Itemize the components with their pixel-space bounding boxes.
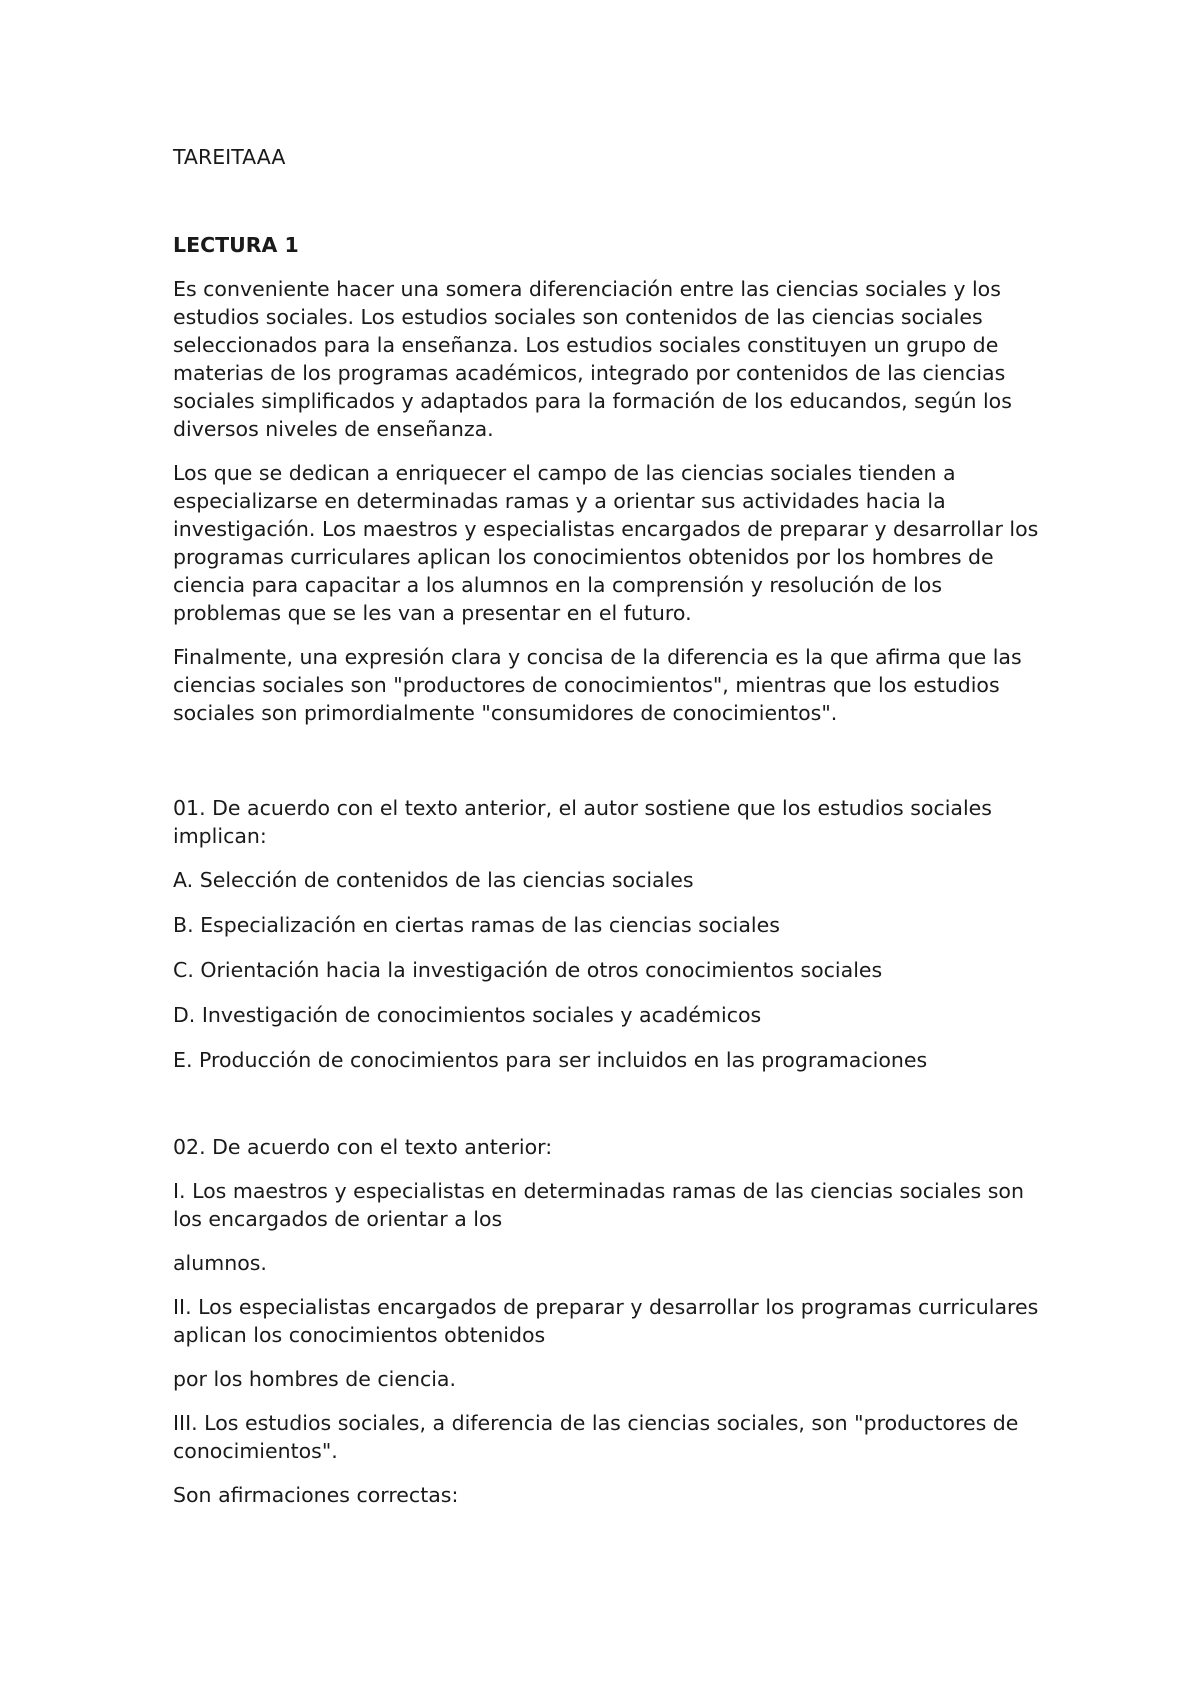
question-2-prompt: 02. De acuerdo con el texto anterior: <box>173 1135 553 1159</box>
paragraph: Los que se dedican a enriquecer el campo de las ciencias sociales tienden a especializarse en determinadas ramas y a orientar sus actividades hacia la investigación. Los maestros y especialistas encargados de preparar y desarrollar los programas curriculares aplican los conocimientos obtenidos por los hombres de ciencia para capacitar a los alumnos en la comprensión y resolución de los problemas que se les van a presentar en el futuro. <box>173 461 1039 625</box>
question-1-option-b: B. Especialización en ciertas ramas de las ciencias sociales <box>173 913 780 937</box>
question-1-option-d: D. Investigación de conocimientos sociales y académicos <box>173 1003 762 1027</box>
question-2-statement-iii: III. Los estudios sociales, a diferencia de las ciencias sociales, son "productores de conocimientos". <box>173 1411 1019 1463</box>
document-title: TAREITAAA <box>173 145 286 169</box>
section-heading: LECTURA 1 <box>173 233 299 257</box>
question-1-option-c: C. Orientación hacia la investigación de otros conocimientos sociales <box>173 958 883 982</box>
paragraph: Finalmente, una expresión clara y concisa de la diferencia es la que afirma que las ciencias sociales son "productores de conocimientos", mientras que los estudios sociales son primordialmente "consumidores de conocimientos". <box>173 645 1022 725</box>
question-2-statement-i: I. Los maestros y especialistas en determinadas ramas de las ciencias sociales son los encargados de orientar a los <box>173 1179 1024 1231</box>
question-2-closing: Son afirmaciones correctas: <box>173 1483 459 1507</box>
question-1-prompt: 01. De acuerdo con el texto anterior, el autor sostiene que los estudios sociales implican: <box>173 796 992 848</box>
question-1-option-e: E. Producción de conocimientos para ser incluidos en las programaciones <box>173 1048 928 1072</box>
document-page <box>173 143 1053 1525</box>
question-1-option-a: A. Selección de contenidos de las ciencias sociales <box>173 868 694 892</box>
question-2-statement-i-continuation: alumnos. <box>173 1251 267 1275</box>
question-2-statement-ii-continuation: por los hombres de ciencia. <box>173 1367 456 1391</box>
question-2-statement-ii: II. Los especialistas encargados de preparar y desarrollar los programas curriculares aplican los conocimientos obtenidos <box>173 1295 1039 1347</box>
paragraph: Es conveniente hacer una somera diferenciación entre las ciencias sociales y los estudios sociales. Los estudios sociales son contenidos de las ciencias sociales seleccionados para la enseñanza. Los estudios sociales constituyen un grupo de materias de los programas académicos, integrado por contenidos de las ciencias sociales simplificados y adaptados para la formación de los educandos, según los diversos niveles de enseñanza. <box>173 277 1012 441</box>
